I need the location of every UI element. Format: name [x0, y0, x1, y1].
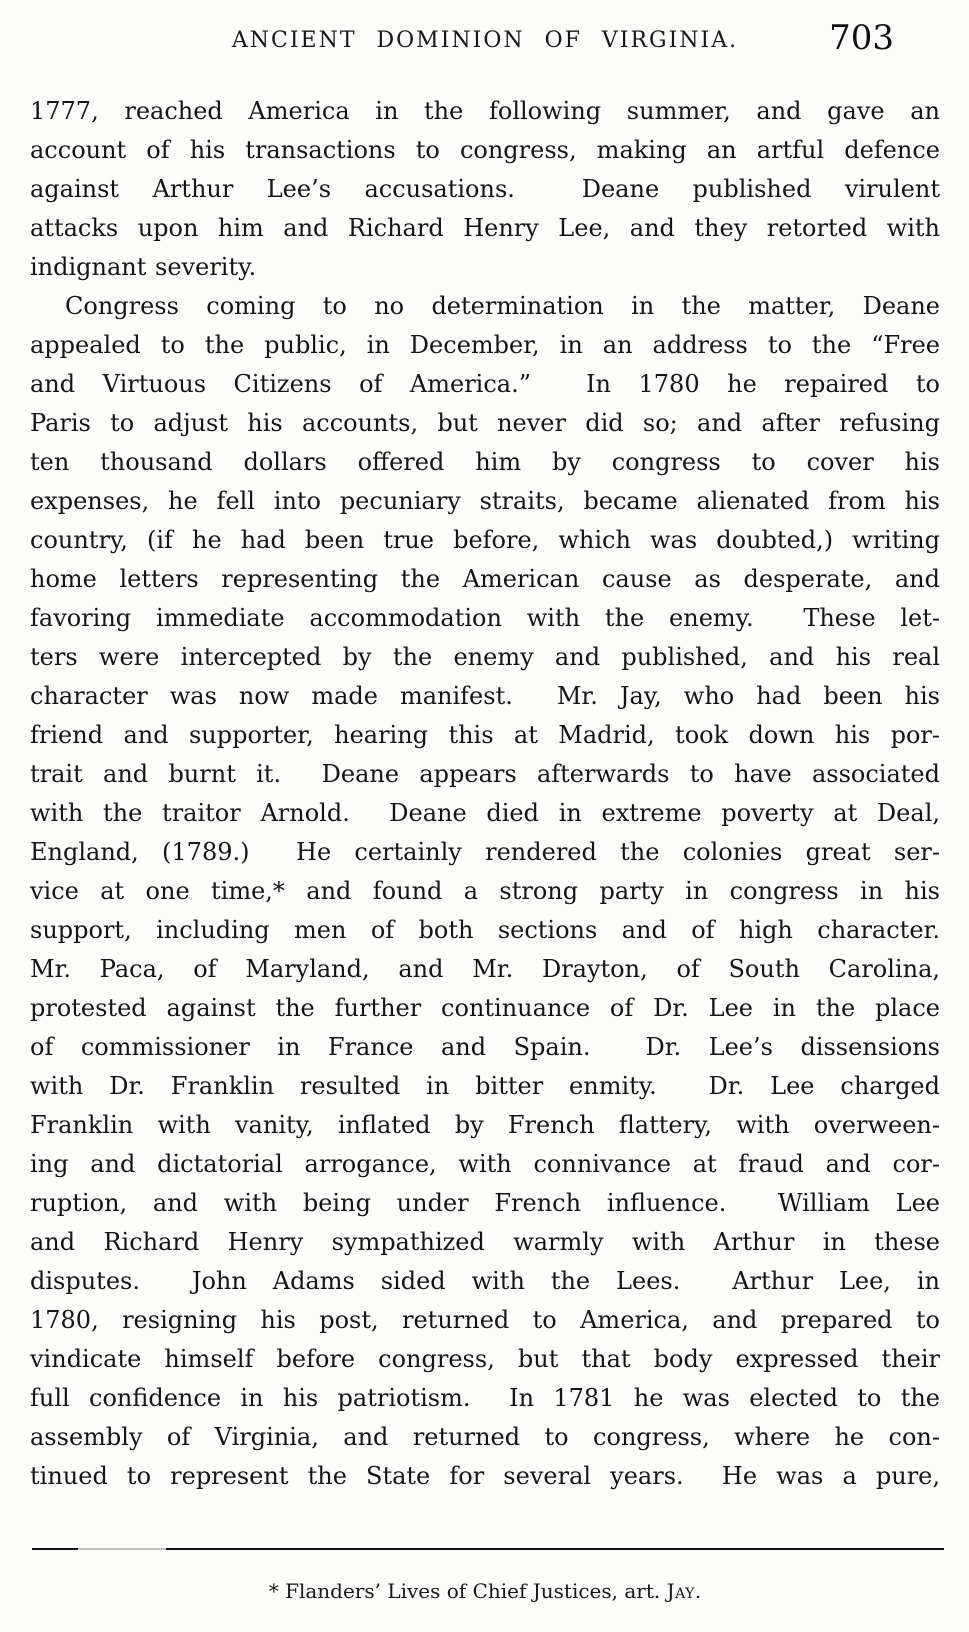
text-line: ing and dictatorial arrogance, with connivance at fraud and cor-: [30, 1150, 940, 1178]
text-line: Mr. Paca, of Maryland, and Mr. Drayton, of South Carolina,: [30, 955, 940, 983]
text-line: friend and supporter, hearing this at Madrid, took down his por-: [30, 721, 940, 749]
text-line: and Virtuous Citizens of America.” In 1780 he repaired to: [30, 370, 940, 398]
text-line: Paris to adjust his accounts, but never did so; and after refusing: [30, 409, 940, 437]
text-line: indignant severity.: [30, 253, 257, 281]
text-line: Franklin with vanity, inflated by French flattery, with overween-: [30, 1111, 940, 1139]
text-line: and Richard Henry sympathized warmly with Arthur in these: [30, 1228, 940, 1256]
text-line: account of his transactions to congress, making an artful defence: [30, 136, 940, 164]
footnote-smallcaps-name: Jay: [666, 1579, 695, 1603]
footnote-period: .: [694, 1579, 702, 1603]
text-line: ters were intercepted by the enemy and published, and his real: [30, 643, 940, 671]
text-line: with the traitor Arnold. Deane died in extreme poverty at Deal,: [30, 799, 940, 827]
text-line: expenses, he fell into pecuniary straits, became alienated from his: [30, 487, 940, 515]
text-line: vindicate himself before congress, but that body expressed their: [30, 1345, 940, 1373]
text-line: trait and burnt it. Deane appears afterwards to have associated: [30, 760, 940, 788]
text-line: full confidence in his patriotism. In 1781 he was elected to the: [30, 1384, 940, 1412]
footnote-rule: [32, 1548, 944, 1550]
footnote-text: * Flanders’ Lives of Chief Justices, art.: [268, 1579, 667, 1603]
text-line: attacks upon him and Richard Henry Lee, and they retorted with: [30, 214, 940, 242]
page-number: 703: [829, 18, 894, 58]
text-line: disputes. John Adams sided with the Lees. Arthur Lee, in: [30, 1267, 940, 1295]
text-line: England, (1789.) He certainly rendered the colonies great ser-: [30, 838, 940, 866]
text-line: country, (if he had been true before, which was doubted,) writing: [30, 526, 940, 554]
text-line: protested against the further continuance of Dr. Lee in the place: [30, 994, 940, 1022]
text-line: assembly of Virginia, and returned to congress, where he con-: [30, 1423, 940, 1451]
text-line: favoring immediate accommodation with the enemy. These let-: [30, 604, 940, 632]
text-line: ruption, and with being under French influence. William Lee: [30, 1189, 940, 1217]
page-header: [30, 18, 940, 64]
text-line: Congress coming to no determination in the matter, Deane: [65, 292, 940, 320]
text-line: tinued to represent the State for several years. He was a pure,: [30, 1462, 940, 1490]
running-title: ANCIENT DOMINION OF VIRGINIA.: [231, 28, 739, 53]
text-line: 1777, reached America in the following summer, and gave an: [30, 97, 940, 125]
text-line: character was now made manifest. Mr. Jay, who had been his: [30, 682, 940, 710]
text-line: of commissioner in France and Spain. Dr. Lee’s dissensions: [30, 1033, 940, 1061]
text-line: vice at one time,* and found a strong party in congress in his: [30, 877, 940, 905]
text-line: against Arthur Lee’s accusations. Deane published virulent: [30, 175, 940, 203]
text-line: support, including men of both sections and of high character.: [30, 916, 940, 944]
text-line: appealed to the public, in December, in an address to the “Free: [30, 331, 940, 359]
text-line: ten thousand dollars offered him by congress to cover his: [30, 448, 940, 476]
text-line: with Dr. Franklin resulted in bitter enmity. Dr. Lee charged: [30, 1072, 940, 1100]
page-body: [30, 92, 940, 1496]
text-line: home letters representing the American cause as desperate, and: [30, 565, 940, 593]
footnote: [30, 1576, 940, 1606]
text-line: 1780, resigning his post, returned to America, and prepared to: [30, 1306, 940, 1334]
